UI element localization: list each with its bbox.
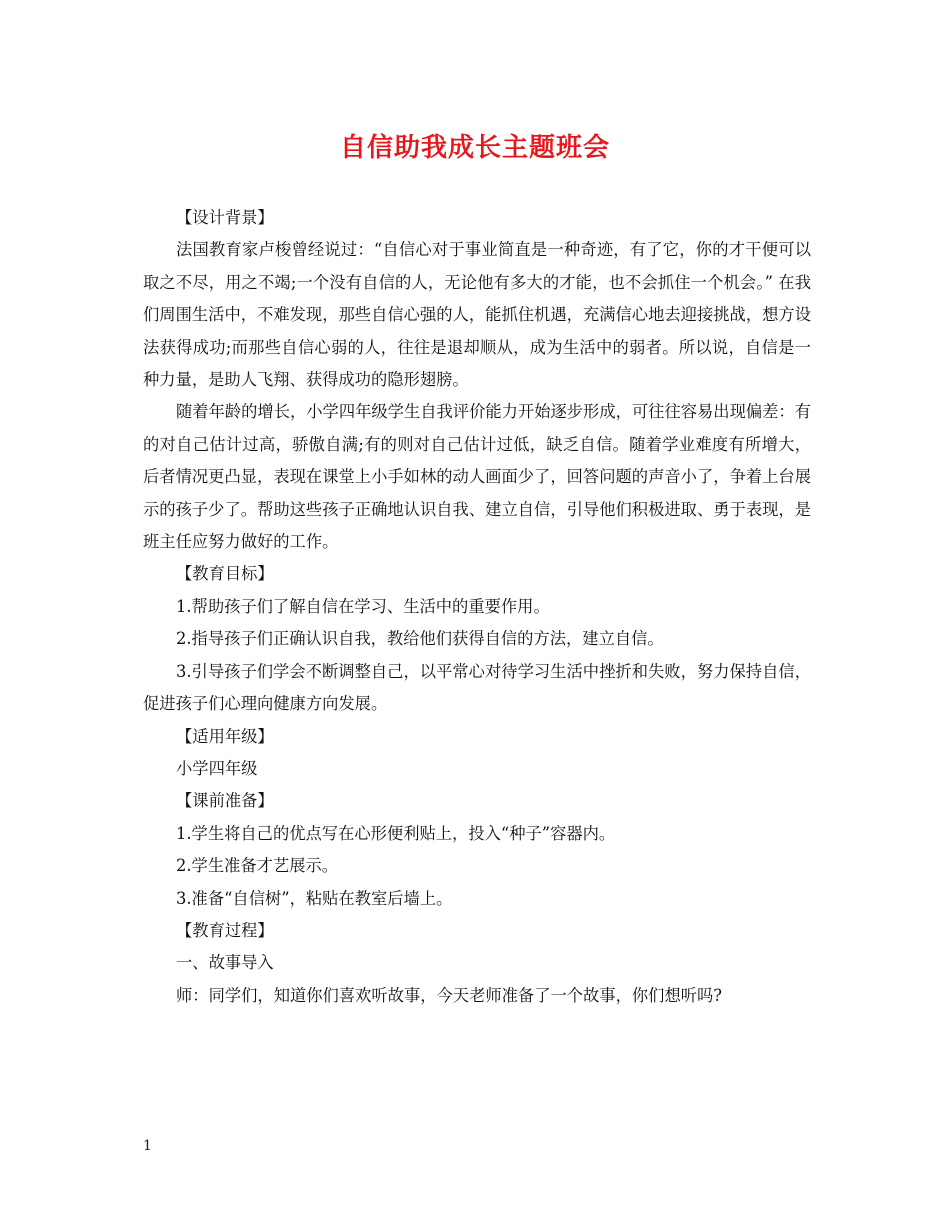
process-step-1: 一、故事导入 [176,953,274,973]
section-heading-goals: 【教育目标】 [176,564,274,584]
goal-item-2: 2.指导孩子们正确认识自我，教给他们获得自信的方法，建立自信。 [176,629,664,649]
goal-item-1: 1.帮助孩子们了解自信在学习、生活中的重要作用。 [176,596,550,616]
grade-value: 小学四年级 [176,758,258,778]
section-heading-preparation: 【课前准备】 [176,791,274,811]
document-title: 自信助我成长主题班会 [339,133,610,163]
prep-item-1: 1.学生将自己的优点写在心形便利贴上，投入“种子”容器内。 [176,823,616,843]
section-heading-grade: 【适用年级】 [176,726,274,746]
prep-item-2: 2.学生准备才艺展示。 [176,856,339,876]
section-heading-background: 【设计背景】 [176,208,274,227]
process-teacher-line: 师：同学们，知道你们喜欢听故事，今天老师准备了一个故事，你们想听吗? [176,985,723,1005]
document-body [143,202,811,1012]
paragraph-background-2: 随着年龄的增长，小学四年级学生自我评价能力开始逐步形成，可往往容易出现偏差：有的对自己估计过高，骄傲自满;有的则对自己估计过低，缺乏自信。随着学业难度有所增大，后者情况更凸显，表现在课堂上小手如林的动人画面少了，回答问题的声音小了，争着上台展示的孩子少了。帮助这些孩子正确地认识自我、建立自信，引导他们积极进取、勇于表现，是班主任应努力做好的工作。 [143,402,811,552]
prep-item-3: 3.准备“自信树”，粘贴在教室后墙上。 [176,888,453,908]
page-number: 1 [143,1138,152,1154]
section-heading-process: 【教育过程】 [176,920,274,940]
paragraph-background-1: 法国教育家卢梭曾经说过：“自信心对于事业简直是一种奇迹，有了它，你的才干便可以取之不尽，用之不竭;一个没有自信的人，无论他有多大的才能，也不会抓住一个机会。” 在我们周围生活中，不难发现，那些自信心强的人，能抓住机遇，充满信心地去迎接挑战，想方设法获得成功;而那些自信心弱的人，往往是退却顺从，成为生活中的弱者。所以说，自信是一种力量，是助人飞翔、获得成功的隐形翅膀。 [143,240,811,390]
goal-item-3: 3.引导孩子们学会不断调整自己，以平常心对待学习生活中挫折和失败，努力保持自信，促进孩子们心理向健康方向发展。 [143,661,811,714]
